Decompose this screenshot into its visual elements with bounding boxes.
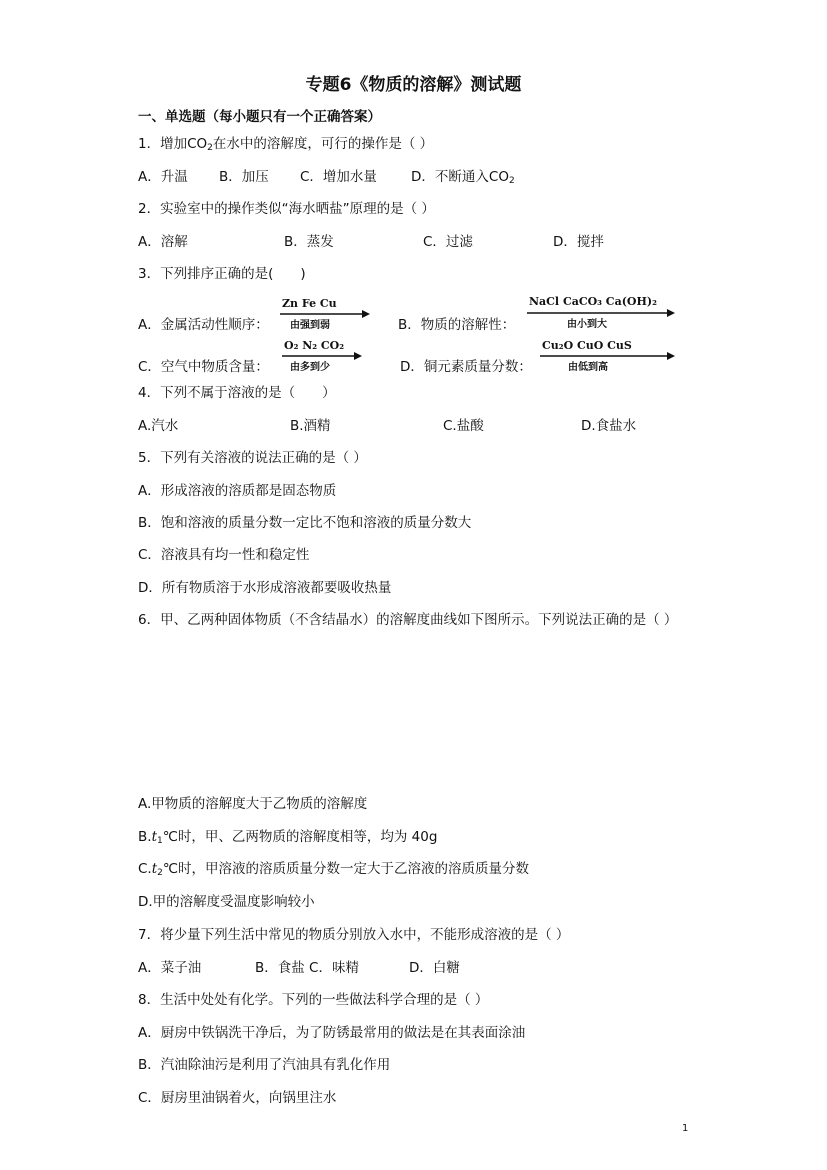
q2-option-a: A．溶解 bbox=[138, 234, 188, 250]
q3-option-b: B．物质的溶解性： bbox=[398, 317, 516, 333]
q5-option-d: D．所有物质溶于水形成溶液都要吸收热量 bbox=[138, 580, 392, 596]
q3-d-sequence bbox=[540, 339, 675, 373]
q3-option-d: D．铜元素质量分数： bbox=[400, 359, 532, 375]
q6-option-b: $B.t_1℃$时，甲、乙两物质的溶解度相等，均为 40g bbox=[138, 829, 438, 846]
q1-option-d: D．不断通入$CO_2$ bbox=[411, 169, 515, 186]
question-4-stem: 4．下列不属于溶液的是（ ） bbox=[138, 385, 336, 401]
q6-option-d: D.甲的溶解度受温度影响较小 bbox=[138, 894, 315, 910]
q2-option-d: D．搅拌 bbox=[553, 234, 604, 250]
question-1-stem: 1．增加$CO_2$在水中的溶解度，可行的操作是（ ） bbox=[138, 136, 434, 153]
q6-option-c: $C.t_2℃$时，甲溶液的溶质质量分数一定大于乙溶液的溶质质量分数 bbox=[138, 861, 530, 878]
q2-option-b: B．蒸发 bbox=[284, 234, 334, 250]
question-8-stem: 8．生活中处处有化学。下列的一些做法科学合理的是（ ） bbox=[138, 992, 489, 1008]
q3-option-a: A．金属活动性顺序： bbox=[138, 317, 269, 333]
q1-option-c: C．增加水量 bbox=[300, 169, 377, 185]
q3-b-sequence-items: NaCl CaCO₃ Ca(OH)₂ bbox=[529, 295, 657, 308]
q3-d-sequence-items: Cu₂O CuO CuS bbox=[542, 339, 632, 352]
q2-option-c: C．过滤 bbox=[423, 234, 473, 250]
q3-c-sequence-order: 由多到少 bbox=[290, 362, 330, 373]
q7-option-a: A．菜子油 bbox=[138, 960, 202, 976]
q7-option-b-c: B．食盐 C．味精 bbox=[255, 960, 359, 976]
question-5-stem: 5．下列有关溶液的说法正确的是（ ） bbox=[138, 450, 367, 466]
q5-option-b: B．饱和溶液的质量分数一定比不饱和溶液的质量分数大 bbox=[138, 515, 472, 531]
q5-option-a: A．形成溶液的溶质都是固态物质 bbox=[138, 483, 337, 499]
q3-a-sequence-items: Zn Fe Cu bbox=[282, 297, 337, 310]
q1-option-b: B．加压 bbox=[219, 169, 269, 185]
q3-c-sequence-items: O₂ N₂ CO₂ bbox=[284, 339, 345, 352]
q4-option-d: D.食盐水 bbox=[581, 418, 637, 434]
q8-option-c: C．厨房里油锅着火，向锅里注水 bbox=[138, 1090, 337, 1106]
q4-option-b: B.酒精 bbox=[290, 418, 331, 434]
q4-option-a: A.汽水 bbox=[138, 418, 179, 434]
question-6-stem: 6．甲、乙两种固体物质（不含结晶水）的溶解度曲线如下图所示。下列说法正确的是（ ） bbox=[138, 612, 678, 628]
q1-option-a: A．升温 bbox=[138, 169, 188, 185]
q3-option-c: C．空气中物质含量： bbox=[138, 359, 269, 375]
q3-b-sequence bbox=[527, 295, 675, 329]
section-heading: 一、单选题（每小题只有一个正确答案） bbox=[138, 109, 381, 125]
page-title: 专题6《物质的溶解》测试题 bbox=[305, 75, 522, 95]
q3-d-sequence-order: 由低到高 bbox=[568, 362, 608, 373]
q3-b-sequence-order: 由小到大 bbox=[567, 319, 607, 330]
question-7-stem: 7．将少量下列生活中常见的物质分别放入水中，不能形成溶液的是（ ） bbox=[138, 927, 570, 943]
q8-option-a: A．厨房中铁锅洗干净后，为了防锈最常用的做法是在其表面涂油 bbox=[138, 1025, 526, 1041]
question-2-stem: 2．实验室中的操作类似“海水晒盐”原理的是（ ） bbox=[138, 201, 435, 217]
q3-a-sequence-order: 由强到弱 bbox=[290, 320, 330, 331]
q3-c-sequence bbox=[282, 339, 362, 373]
q7-option-d: D．白糖 bbox=[409, 960, 460, 976]
q8-option-b: B．汽油除油污是利用了汽油具有乳化作用 bbox=[138, 1057, 391, 1073]
q4-option-c: C.盐酸 bbox=[443, 418, 484, 434]
q3-a-sequence bbox=[280, 297, 370, 331]
q5-option-c: C．溶液具有均一性和稳定性 bbox=[138, 547, 310, 563]
question-3-stem: 3．下列排序正确的是( ) bbox=[138, 266, 306, 282]
q6-option-a: A.甲物质的溶解度大于乙物质的溶解度 bbox=[138, 796, 368, 812]
page-number: 1 bbox=[682, 1123, 689, 1134]
